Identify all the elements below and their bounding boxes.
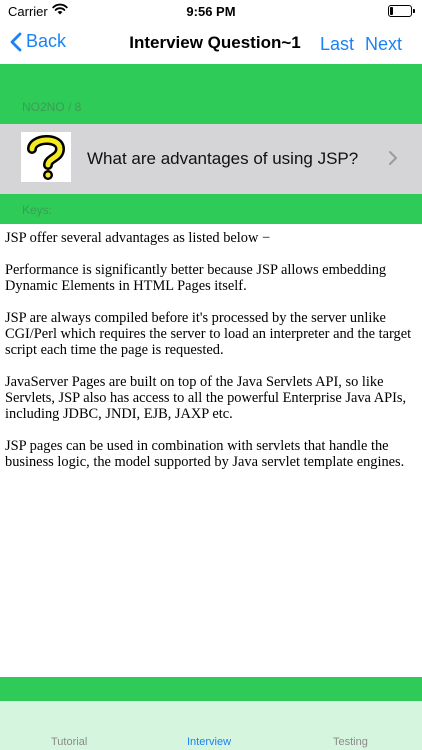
back-button[interactable] xyxy=(10,31,66,52)
chevron-right-icon xyxy=(388,150,398,166)
status-bar xyxy=(0,0,422,24)
answer-paragraph: Performance is significantly better because JSP allows embedding Dynamic Elements in HTML Pages itself. xyxy=(5,262,387,294)
clock: 9:56 PM xyxy=(186,4,236,19)
tab-bar xyxy=(0,701,422,750)
navigation-bar xyxy=(0,24,422,64)
answer-paragraph: JSP are always compiled before it's processed by the server unlike CGI/Perl which requires the server to load an interpreter and the target script each time the page is requested. xyxy=(5,310,412,358)
answer-paragraph: JavaServer Pages are built on top of the Java Servlets API, so like Servlets, JSP also has access to all the powerful Enterprise Java APIs, including JDBC, JNDI, EJB, JAXP etc. xyxy=(5,374,407,422)
question-mark-icon xyxy=(21,132,71,182)
answer-paragraph: JSP pages can be used in combination with servlets that handle the business logic, the model supported by Java servlet template engines. xyxy=(5,438,405,470)
tab-tutorial[interactable]: Tutorial xyxy=(51,736,88,748)
question-counter: NO2NO / 8 xyxy=(22,100,82,114)
footer-band xyxy=(0,677,422,701)
last-button[interactable]: Last xyxy=(320,34,355,54)
header-band xyxy=(0,64,422,124)
battery-icon xyxy=(388,5,412,17)
tab-testing[interactable]: Testing xyxy=(333,736,368,748)
page-title: Interview Question~1 xyxy=(129,33,301,52)
keys-bar xyxy=(0,194,422,224)
keys-label: Keys: xyxy=(22,203,53,217)
next-button[interactable]: Next xyxy=(365,34,403,54)
battery-tip xyxy=(413,9,415,13)
answer-content xyxy=(5,230,417,486)
answer-paragraph: JSP offer several advantages as listed below − xyxy=(5,230,271,246)
tab-interview[interactable]: Interview xyxy=(187,736,232,748)
carrier-label: Carrier xyxy=(8,4,48,19)
question-row[interactable] xyxy=(0,124,422,194)
battery-level xyxy=(390,7,393,15)
back-label: Back xyxy=(26,31,67,51)
question-text: What are advantages of using JSP? xyxy=(87,149,359,168)
chevron-left-icon xyxy=(10,32,22,52)
